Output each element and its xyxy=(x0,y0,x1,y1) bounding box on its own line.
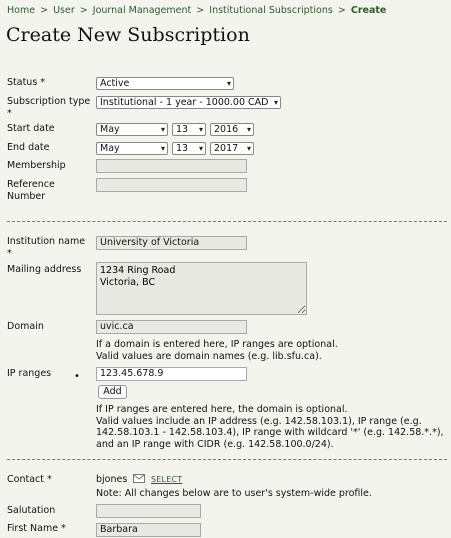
ip-ranges-help-text xyxy=(96,404,444,450)
status-select[interactable] xyxy=(96,77,234,90)
reference-number-label xyxy=(7,179,55,203)
contact-note: Note: All changes below are to user's system-wide profile. xyxy=(96,488,372,499)
breadcrumb-separator: > xyxy=(196,5,205,16)
breadcrumb xyxy=(7,5,386,16)
required-marker: * xyxy=(7,108,12,119)
domain-help-line: Valid values are domain names (e.g. lib.sfu.ca). xyxy=(96,350,322,362)
ip-ranges-help-line: If IP ranges are entered here, the domain is optional. xyxy=(96,404,348,415)
domain-input[interactable]: uvic.ca xyxy=(96,320,247,334)
chevron-down-icon: ▾ xyxy=(160,125,165,134)
reference-number-label-line2: Number xyxy=(7,191,46,202)
end-day-value: 13 xyxy=(176,143,189,154)
breadcrumb-home[interactable]: Home xyxy=(7,5,36,16)
end-year-select[interactable] xyxy=(210,142,254,155)
ip-range-input[interactable]: 123.45.678.9 xyxy=(96,367,247,381)
reference-number-input[interactable] xyxy=(96,178,247,192)
breadcrumb-user[interactable]: User xyxy=(53,5,75,16)
start-day-select[interactable] xyxy=(172,123,206,136)
envelope-icon[interactable] xyxy=(133,474,145,483)
breadcrumb-separator: > xyxy=(40,5,49,16)
membership-input[interactable] xyxy=(96,159,247,173)
subscription-type-select[interactable] xyxy=(96,96,281,109)
start-year-value: 2016 xyxy=(214,124,239,135)
status-label: Status * xyxy=(7,77,46,88)
subscription-type-label-text: Subscription type xyxy=(7,96,91,107)
membership-label: Membership xyxy=(7,160,66,171)
breadcrumb-separator: > xyxy=(337,5,346,16)
domain-help-line: If a domain is entered here, IP ranges are optional. xyxy=(96,339,338,350)
section-divider xyxy=(7,221,447,222)
mailing-address-label: Mailing address xyxy=(7,264,82,275)
status-select-value: Active xyxy=(100,78,130,89)
first-name-label: First Name * xyxy=(7,523,66,534)
required-marker: * xyxy=(7,248,12,259)
start-date-label: Start date xyxy=(7,123,55,134)
chevron-down-icon: ▾ xyxy=(246,144,251,153)
start-month-select[interactable] xyxy=(96,123,168,136)
select-contact-link[interactable]: SELECT xyxy=(151,475,183,484)
start-year-select[interactable] xyxy=(210,123,254,136)
subscription-type-select-value: Institutional - 1 year - 1000.00 CAD xyxy=(100,97,269,108)
breadcrumb-current: Create xyxy=(350,5,387,16)
reference-number-label-line1: Reference xyxy=(7,179,55,190)
contact-username: bjones xyxy=(96,474,128,485)
domain-help-text xyxy=(96,339,338,362)
end-date-label: End date xyxy=(7,142,50,153)
chevron-down-icon: ▾ xyxy=(246,125,251,134)
domain-label: Domain xyxy=(7,321,44,332)
start-day-value: 13 xyxy=(176,124,189,135)
end-month-select[interactable] xyxy=(96,142,168,155)
chevron-down-icon: ▾ xyxy=(160,144,165,153)
salutation-label: Salutation xyxy=(7,505,56,516)
breadcrumb-institutional-subscriptions[interactable]: Institutional Subscriptions xyxy=(209,5,333,16)
institution-name-label xyxy=(7,236,85,260)
ip-ranges-help-line: Valid values include an IP address (e.g. 142.58.103.1), IP range (e.g. xyxy=(96,415,422,427)
end-year-value: 2017 xyxy=(214,143,239,154)
institution-name-label-text: Institution name xyxy=(7,236,86,247)
end-day-select[interactable] xyxy=(172,142,206,155)
page-title: Create New Subscription xyxy=(6,24,250,46)
ip-ranges-help-line: and an IP range with CIDR (e.g. 142.58.100.0/24). xyxy=(96,438,334,450)
subscription-type-label xyxy=(7,96,90,120)
chevron-down-icon: ▾ xyxy=(273,98,278,107)
ip-ranges-bullet: • xyxy=(74,371,80,382)
ip-ranges-label: IP ranges xyxy=(7,368,52,379)
section-divider xyxy=(7,459,447,460)
chevron-down-icon: ▾ xyxy=(198,144,203,153)
chevron-down-icon: ▾ xyxy=(226,79,231,88)
chevron-down-icon: ▾ xyxy=(198,125,203,134)
mailing-address-textarea[interactable] xyxy=(96,262,307,315)
end-month-value: May xyxy=(100,143,120,154)
first-name-input[interactable]: Barbara xyxy=(96,523,201,537)
breadcrumb-separator: > xyxy=(79,5,88,16)
contact-label: Contact * xyxy=(7,474,52,485)
add-ip-range-button[interactable]: Add xyxy=(98,385,127,399)
institution-name-input[interactable]: University of Victoria xyxy=(96,236,247,250)
salutation-input[interactable] xyxy=(96,504,201,518)
ip-ranges-help-line: 142.58.103.1 - 142.58.103.4), IP range with wildcard '*' (e.g. 142.58.*.*), xyxy=(96,427,444,438)
start-month-value: May xyxy=(100,124,120,135)
breadcrumb-journal-management[interactable]: Journal Management xyxy=(92,5,192,16)
